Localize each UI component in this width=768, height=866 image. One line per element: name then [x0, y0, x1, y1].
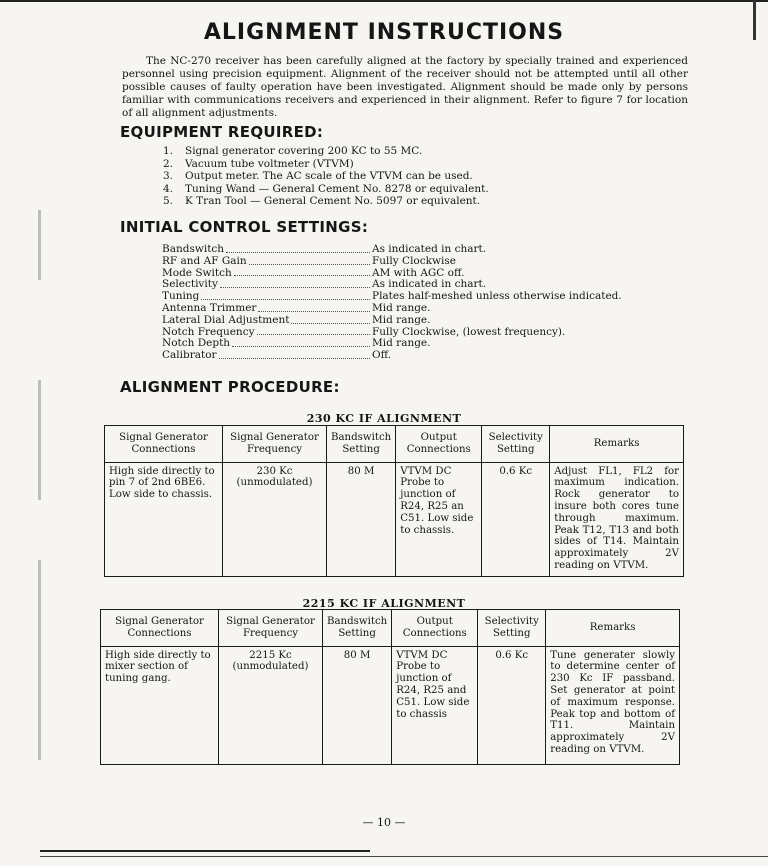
alignment-table-230kc	[104, 425, 684, 577]
list-item: 2. Vacuum tube voltmeter (VTVM)	[163, 157, 354, 170]
table-cell: High side directly to mixer section of tuning gang.	[101, 646, 219, 764]
setting-row: Selectivity As indicated in chart.	[162, 278, 487, 291]
table-row	[101, 646, 680, 764]
list-item: 1. Signal generator covering 200 KC to 55 MC.	[163, 145, 423, 157]
column-header: Signal Generator Frequency	[223, 426, 327, 463]
setting-row: Antenna Trimmer Mid range.	[162, 301, 431, 314]
table-cell: High side directly to pin 7 of 2nd 6BE6. Low side to chassis.	[105, 462, 223, 576]
column-header: Output Connections	[392, 610, 478, 647]
setting-row: Notch Depth Mid range.	[162, 337, 431, 350]
setting-row: Calibrator Off.	[162, 349, 392, 362]
table-cell: 0.6 Kc	[482, 462, 550, 576]
column-header: Bandswitch Setting	[327, 426, 396, 463]
setting-row: Notch Frequency Fully Clockwise, (lowest frequency).	[162, 325, 566, 338]
procedure-heading: ALIGNMENT PROCEDURE:	[120, 378, 340, 396]
table-header-row	[101, 610, 680, 647]
column-header: Remarks	[550, 426, 684, 463]
initial-settings-list	[162, 244, 632, 362]
setting-row: RF and AF Gain Fully Clockwise	[162, 254, 456, 267]
equipment-list	[163, 145, 489, 208]
table-cell: VTVM DC Probe to junction of R24, R25 an C51. Low side to chassis.	[396, 462, 482, 576]
scan-smudge	[38, 560, 41, 760]
list-item: 3. Output meter. The AC scale of the VTVM can be used.	[163, 170, 473, 182]
column-header: Selectivity Setting	[482, 426, 550, 463]
table1-title: 230 KC IF ALIGNMENT	[306, 412, 462, 425]
list-item: 5. K Tran Tool — General Cement No. 5097 or equivalent.	[163, 195, 481, 207]
setting-row: Lateral Dial Adjustment Mid range.	[162, 313, 431, 326]
page-title: ALIGNMENT INSTRUCTIONS	[203, 20, 565, 45]
page-number: — 10 —	[362, 816, 406, 829]
table-cell: VTVM DC Probe to junction of R24, R25 and C51. Low side to chassis	[392, 646, 478, 764]
initial-settings-heading: INITIAL CONTROL SETTINGS:	[120, 218, 369, 236]
column-header: Remarks	[546, 610, 680, 647]
column-header: Bandswitch Setting	[323, 610, 392, 647]
column-header: Signal Generator Connections	[101, 610, 219, 647]
column-header: Selectivity Setting	[478, 610, 546, 647]
table-cell: 80 M	[327, 462, 396, 576]
list-item: 4. Tuning Wand — General Cement No. 8278 or equivalent.	[163, 182, 489, 195]
intro-text: The NC-270 receiver has been carefully aligned at the factory by specially trained and experienced personnel using precision equipment. Alignment of the receiver should not be attempted until all other possible causes of faulty operation have been investigated. Alignment should be made only by persons familiar with communications receivers and experienced in their alignment. Refer to figure 7 for location of all alignment adjustments.	[122, 55, 688, 119]
column-header: Signal Generator Frequency	[219, 610, 323, 647]
bottom-rule	[40, 856, 768, 857]
table-cell: Tune generater slowly to determine center of 230 Kc IF passband. Set generator at point of maximum response. Peak top and bottom of T11. Maintain approximately 2V reading on VTVM.	[546, 646, 680, 764]
scan-smudge	[38, 210, 41, 280]
alignment-table-2215kc	[100, 609, 680, 765]
table-cell: 0.6 Kc	[478, 646, 546, 764]
scan-smudge	[38, 380, 41, 500]
intro-paragraph	[122, 55, 688, 120]
equipment-heading: EQUIPMENT REQUIRED:	[120, 123, 324, 141]
column-header: Signal Generator Connections	[105, 426, 223, 463]
table-cell: 80 M	[323, 646, 392, 764]
table-cell: 2215 Kc (unmodulated)	[219, 646, 323, 764]
setting-row: Bandswitch As indicated in chart.	[162, 243, 487, 255]
table-cell: Adjust FL1, FL2 for maximum indication. Rock generator to insure both cores tune through maximum. Peak T12, T13 and both sides of T14. Maintain approximately 2V reading on VTVM.	[550, 462, 684, 576]
setting-row: Mode Switch AM with AGC off.	[162, 266, 465, 279]
setting-row: Tuning Plates half-meshed unless otherwise indicated.	[162, 290, 622, 303]
table-row	[105, 462, 684, 576]
column-header: Output Connections	[396, 426, 482, 463]
top-rule	[0, 0, 768, 2]
table2-title: 2215 KC IF ALIGNMENT	[302, 597, 466, 610]
bottom-rule	[40, 850, 370, 852]
table-header-row	[105, 426, 684, 463]
table-cell: 230 Kc (unmodulated)	[223, 462, 327, 576]
